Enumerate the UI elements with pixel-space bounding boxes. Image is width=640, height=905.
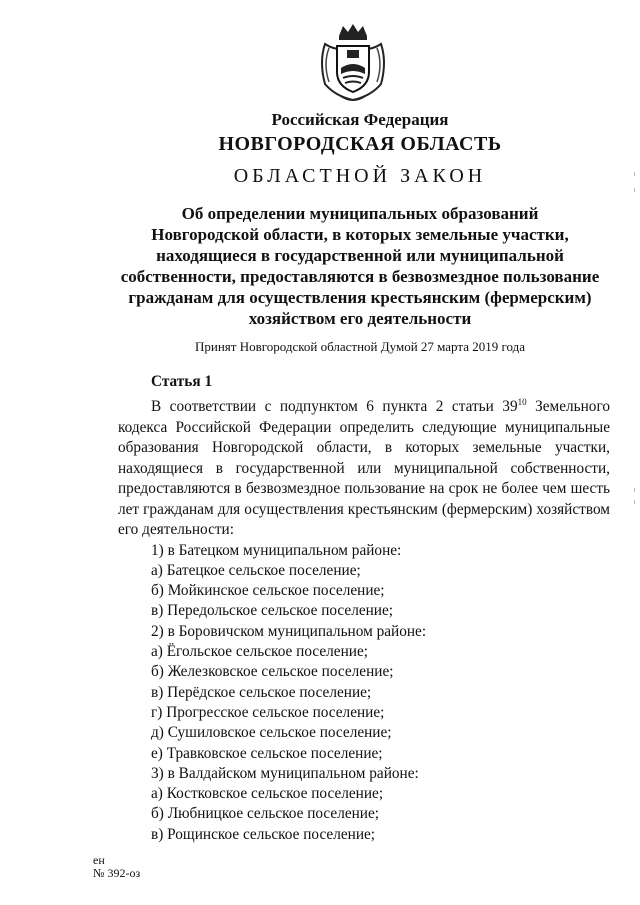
list-item: д) Сушиловское сельское поселение; [151,724,392,742]
federation-heading: Российская Федерация [271,110,449,129]
article-heading: Статья 1 [151,373,213,390]
adoption-note: Принят Новгородской областной Думой 27 марта 2019 года [194,339,526,354]
law-title-line: собственности, предоставляются в безвозмездное пользование [120,267,600,286]
region-heading: НОВГОРОДСКАЯ ОБЛАСТЬ [218,133,502,155]
list-item: 2) в Боровичском муниципальном районе: [151,622,427,640]
scan-mark [634,188,635,192]
list-item: в) Передольское сельское поселение; [151,602,394,620]
scan-mark [634,500,635,504]
footer-initials: ен [93,853,105,867]
article-intro-text: В соответствии с подпунктом 6 пункта 2 статьи 39 [151,398,518,416]
list-item: в) Перёдское сельское поселение; [151,683,372,701]
list-item: а) Батецкое сельское поселение; [151,561,361,579]
list-item: а) Костковское сельское поселение; [151,785,384,803]
scan-mark [634,172,635,176]
list-item: б) Мойкинское сельское поселение; [151,582,385,600]
list-item: 1) в Батецком муниципальном районе: [151,541,402,559]
law-title-line: Новгородской области, в которых земельные участки, [151,225,569,244]
list-item: б) Железковское сельское поселение; [151,663,394,681]
law-title-line: находящиеся в государственной или муниципальной [156,246,564,265]
law-title [90,203,630,329]
article-intro-superscript: 10 [517,397,527,407]
article-body [118,372,610,845]
law-title-line: гражданам для осуществления крестьянским (фермерским) [128,288,592,307]
law-title-line: Об определении муниципальных образований [181,204,539,223]
coat-of-arms-icon [317,22,389,104]
list-item: а) Ёгольское сельское поселение; [151,643,368,661]
list-item: в) Рощинское сельское поселение; [151,825,376,843]
law-number: № 392-оз [93,866,141,880]
list-item: е) Травковское сельское поселение; [151,744,383,762]
list-item: б) Любницкое сельское поселение; [151,805,380,823]
scan-mark [634,488,635,492]
document-footer [93,854,140,880]
list-item: 3) в Валдайском муниципальном районе: [151,764,419,782]
law-title-line: хозяйством его деятельности [248,309,472,328]
list-item: г) Прогресское сельское поселение; [151,703,385,721]
article-intro-text-continued: Земельного кодекса Российской Федерации определить следующие муниципальные образования Новгородской области, в которых земельные участки, находящиеся в государственной или муниципальной собственности, предоставляются в безвозмездное пользование на срок не более чем шесть лет гражданам для осуществления крестьянским (фермерским) хозяйством его деятельности: [118,398,610,539]
law-type-heading: ОБЛАСТНОЙ ЗАКОН [233,165,487,187]
article-intro [118,392,610,541]
